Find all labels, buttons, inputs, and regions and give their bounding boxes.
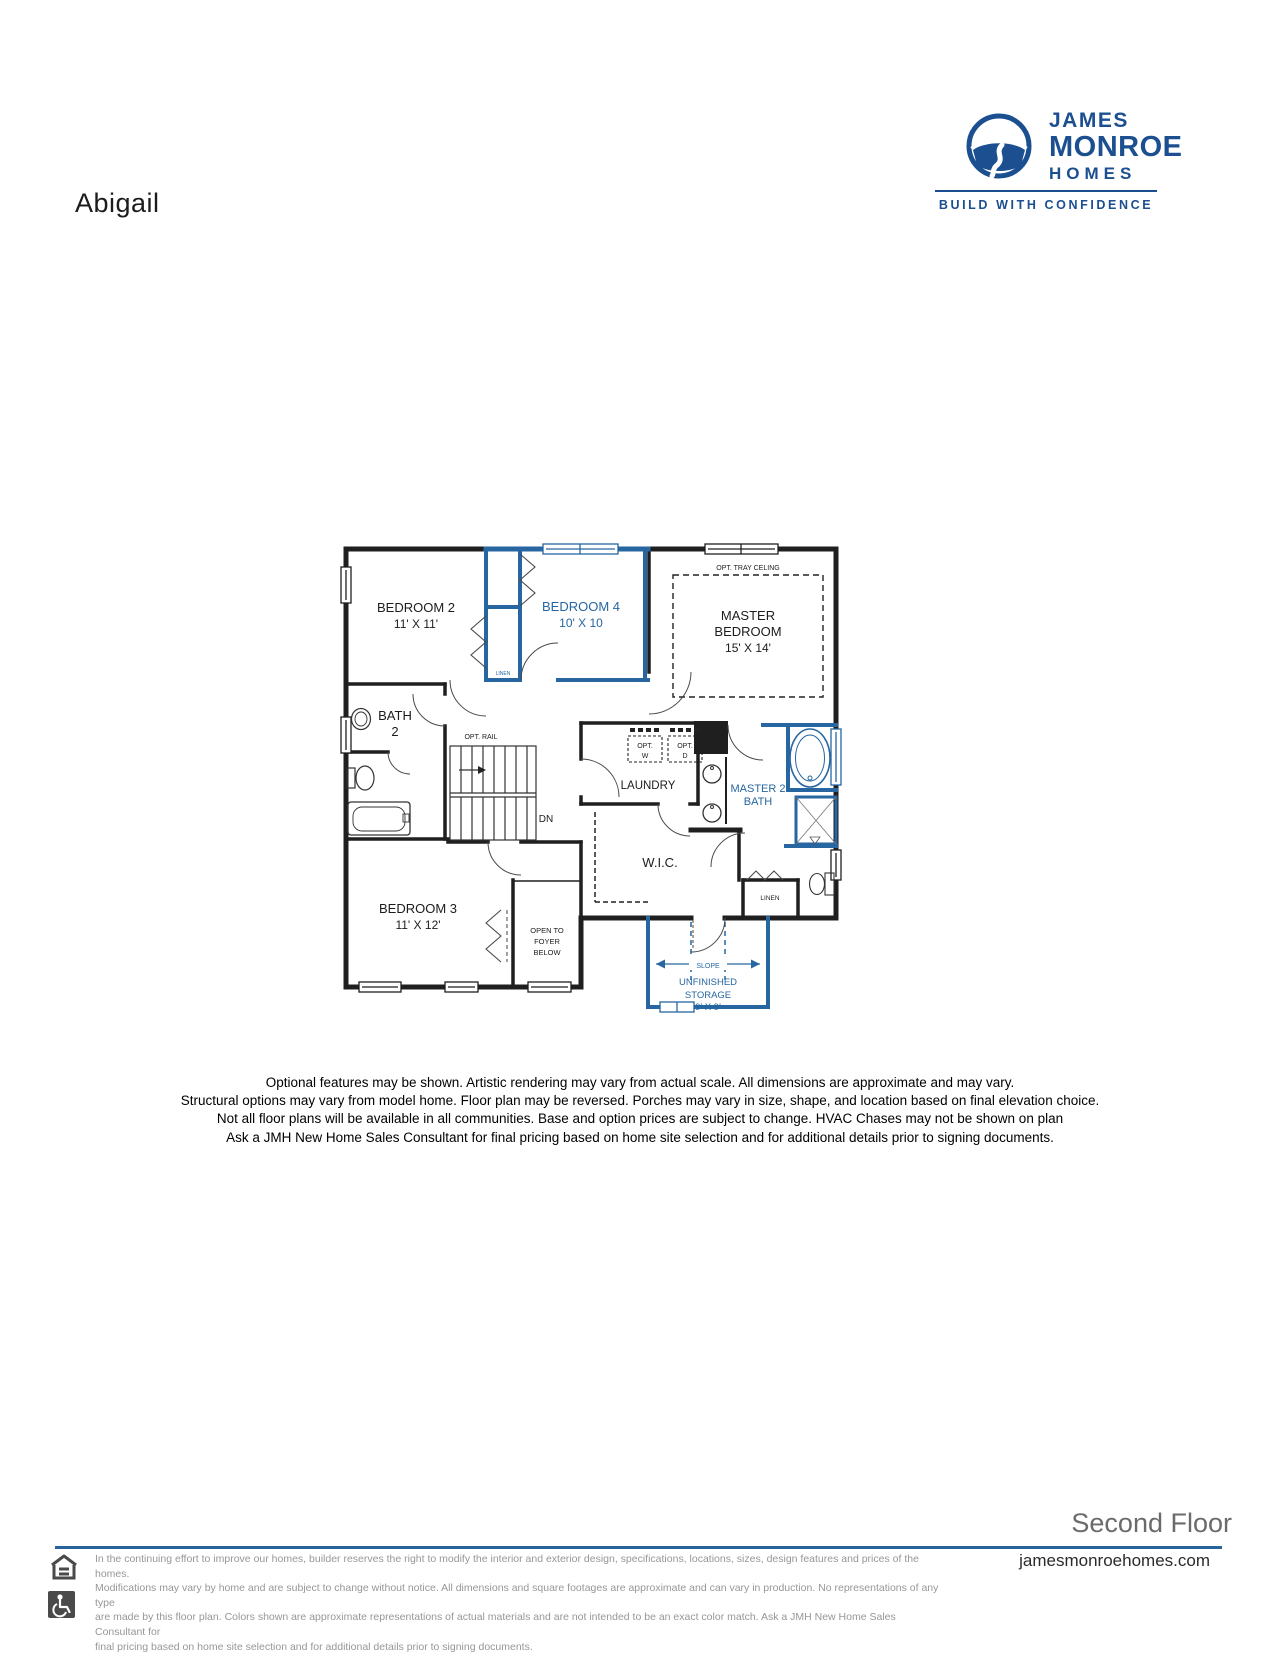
label-storage-3: 9' X 9' (695, 1002, 721, 1013)
label-master-dim: 15' X 14' (725, 641, 771, 655)
disclaimer-line-3: Not all floor plans will be available in all communities. Base and option prices are subject to change. HVAC Chases may not be shown on plan (216, 1111, 1064, 1127)
label-storage-1: UNFINISHED (678, 977, 738, 988)
disclaimer-block (0, 1074, 1280, 1147)
slope-dashed-lines (691, 922, 725, 980)
label-opt-rail: OPT. RAIL (464, 734, 498, 741)
label-master2bath-2: BATH (743, 796, 773, 808)
footer-divider (55, 1546, 1222, 1549)
label-bath2-2: 2 (391, 724, 399, 739)
label-slope: SLOPE (696, 963, 720, 970)
label-dn: DN (538, 814, 554, 825)
label-open-foyer-1: OPEN TO (530, 926, 564, 935)
fine-print-line-4: final pricing based on home site selection and for additional details prior to signing documents. (95, 1640, 533, 1653)
fine-print-block (95, 1552, 940, 1654)
label-master-2: BEDROOM (714, 624, 782, 639)
company-logo (935, 109, 1183, 212)
stair-direction-arrow (478, 766, 486, 774)
label-bedroom2: BEDROOM 2 (376, 600, 456, 615)
label-opt-tray-ceiling: OPT. TRAY CELING (716, 565, 780, 572)
label-open-foyer-3: BELOW (533, 948, 561, 957)
fine-print-line-2: Modifications may vary by home and are subject to change without notice. All dimensions and square footages are approximate and can vary in production. No representations of any type (95, 1582, 939, 1609)
fine-print-line-1: In the continuing effort to improve our homes, builder reserves the right to modify the interior and exterior design, specifications, locations, sizes, design features and prices of the homes. (95, 1553, 919, 1580)
label-opt-d-1: OPT. (677, 743, 693, 750)
label-master-1: MASTER (720, 608, 776, 623)
disclaimer-line-4: Ask a JMH New Home Sales Consultant for final pricing based on home site selection and for additional details prior to signing documents. (226, 1129, 1054, 1145)
label-laundry: LAUNDRY (620, 780, 676, 792)
label-bedroom2-dim: 11' X 11' (393, 617, 439, 631)
wall-chunk (694, 721, 728, 754)
floor-plan (318, 512, 848, 1027)
label-opt-w-2: W (641, 753, 649, 760)
label-bedroom3: BEDROOM 3 (378, 901, 458, 916)
logo-word-homes: HOMES (1049, 164, 1137, 183)
label-opt-w-1: OPT. (637, 743, 653, 750)
label-open-foyer-2: FOYER (534, 937, 560, 946)
website-text: jamesmonroehomes.com (1019, 1551, 1210, 1570)
logo-word-monroe: MONROE (1049, 131, 1183, 163)
label-linen-upper: LINEN (495, 671, 511, 677)
label-wic: W.I.C. (642, 855, 678, 870)
label-opt-d-2: D (682, 753, 688, 760)
label-master2bath-1: MASTER 2 (730, 783, 786, 795)
staircase (450, 746, 536, 840)
handicap-accessible-icon (48, 1591, 75, 1618)
label-bath2-1: BATH (378, 708, 412, 723)
logo-river-icon (965, 112, 1033, 180)
label-storage-2: STORAGE (684, 990, 732, 1001)
label-bedroom3-dim: 11' X 12' (395, 918, 441, 932)
logo-divider (935, 190, 1157, 192)
page-title: Abigail (75, 188, 160, 218)
label-bedroom4-dim: 10' X 10 (559, 616, 603, 630)
label-linen-lower: LINEN (760, 895, 780, 902)
equal-housing-icon (48, 1553, 80, 1582)
logo-word-james: JAMES (1049, 109, 1129, 132)
disclaimer-line-1: Optional features may be shown. Artistic rendering may vary from actual scale. All dimensions are approximate and may vary. (265, 1075, 1015, 1090)
logo-tagline: BUILD WITH CONFIDENCE (938, 198, 1154, 212)
fine-print-line-3: are made by this floor plan. Colors shown are approximate representations of actual materials and are not intended to be an exact color match. Ask a JMH New Home Sales Consultant for (95, 1611, 896, 1638)
label-bedroom4: BEDROOM 4 (541, 599, 621, 614)
footer-icons (48, 1553, 82, 1623)
disclaimer-line-2: Structural options may vary from model home. Floor plan may be reversed. Porches may vary in size, shape, and location based on final elevation choice. (180, 1093, 1100, 1109)
floor-label: Second Floor (1071, 1508, 1232, 1538)
